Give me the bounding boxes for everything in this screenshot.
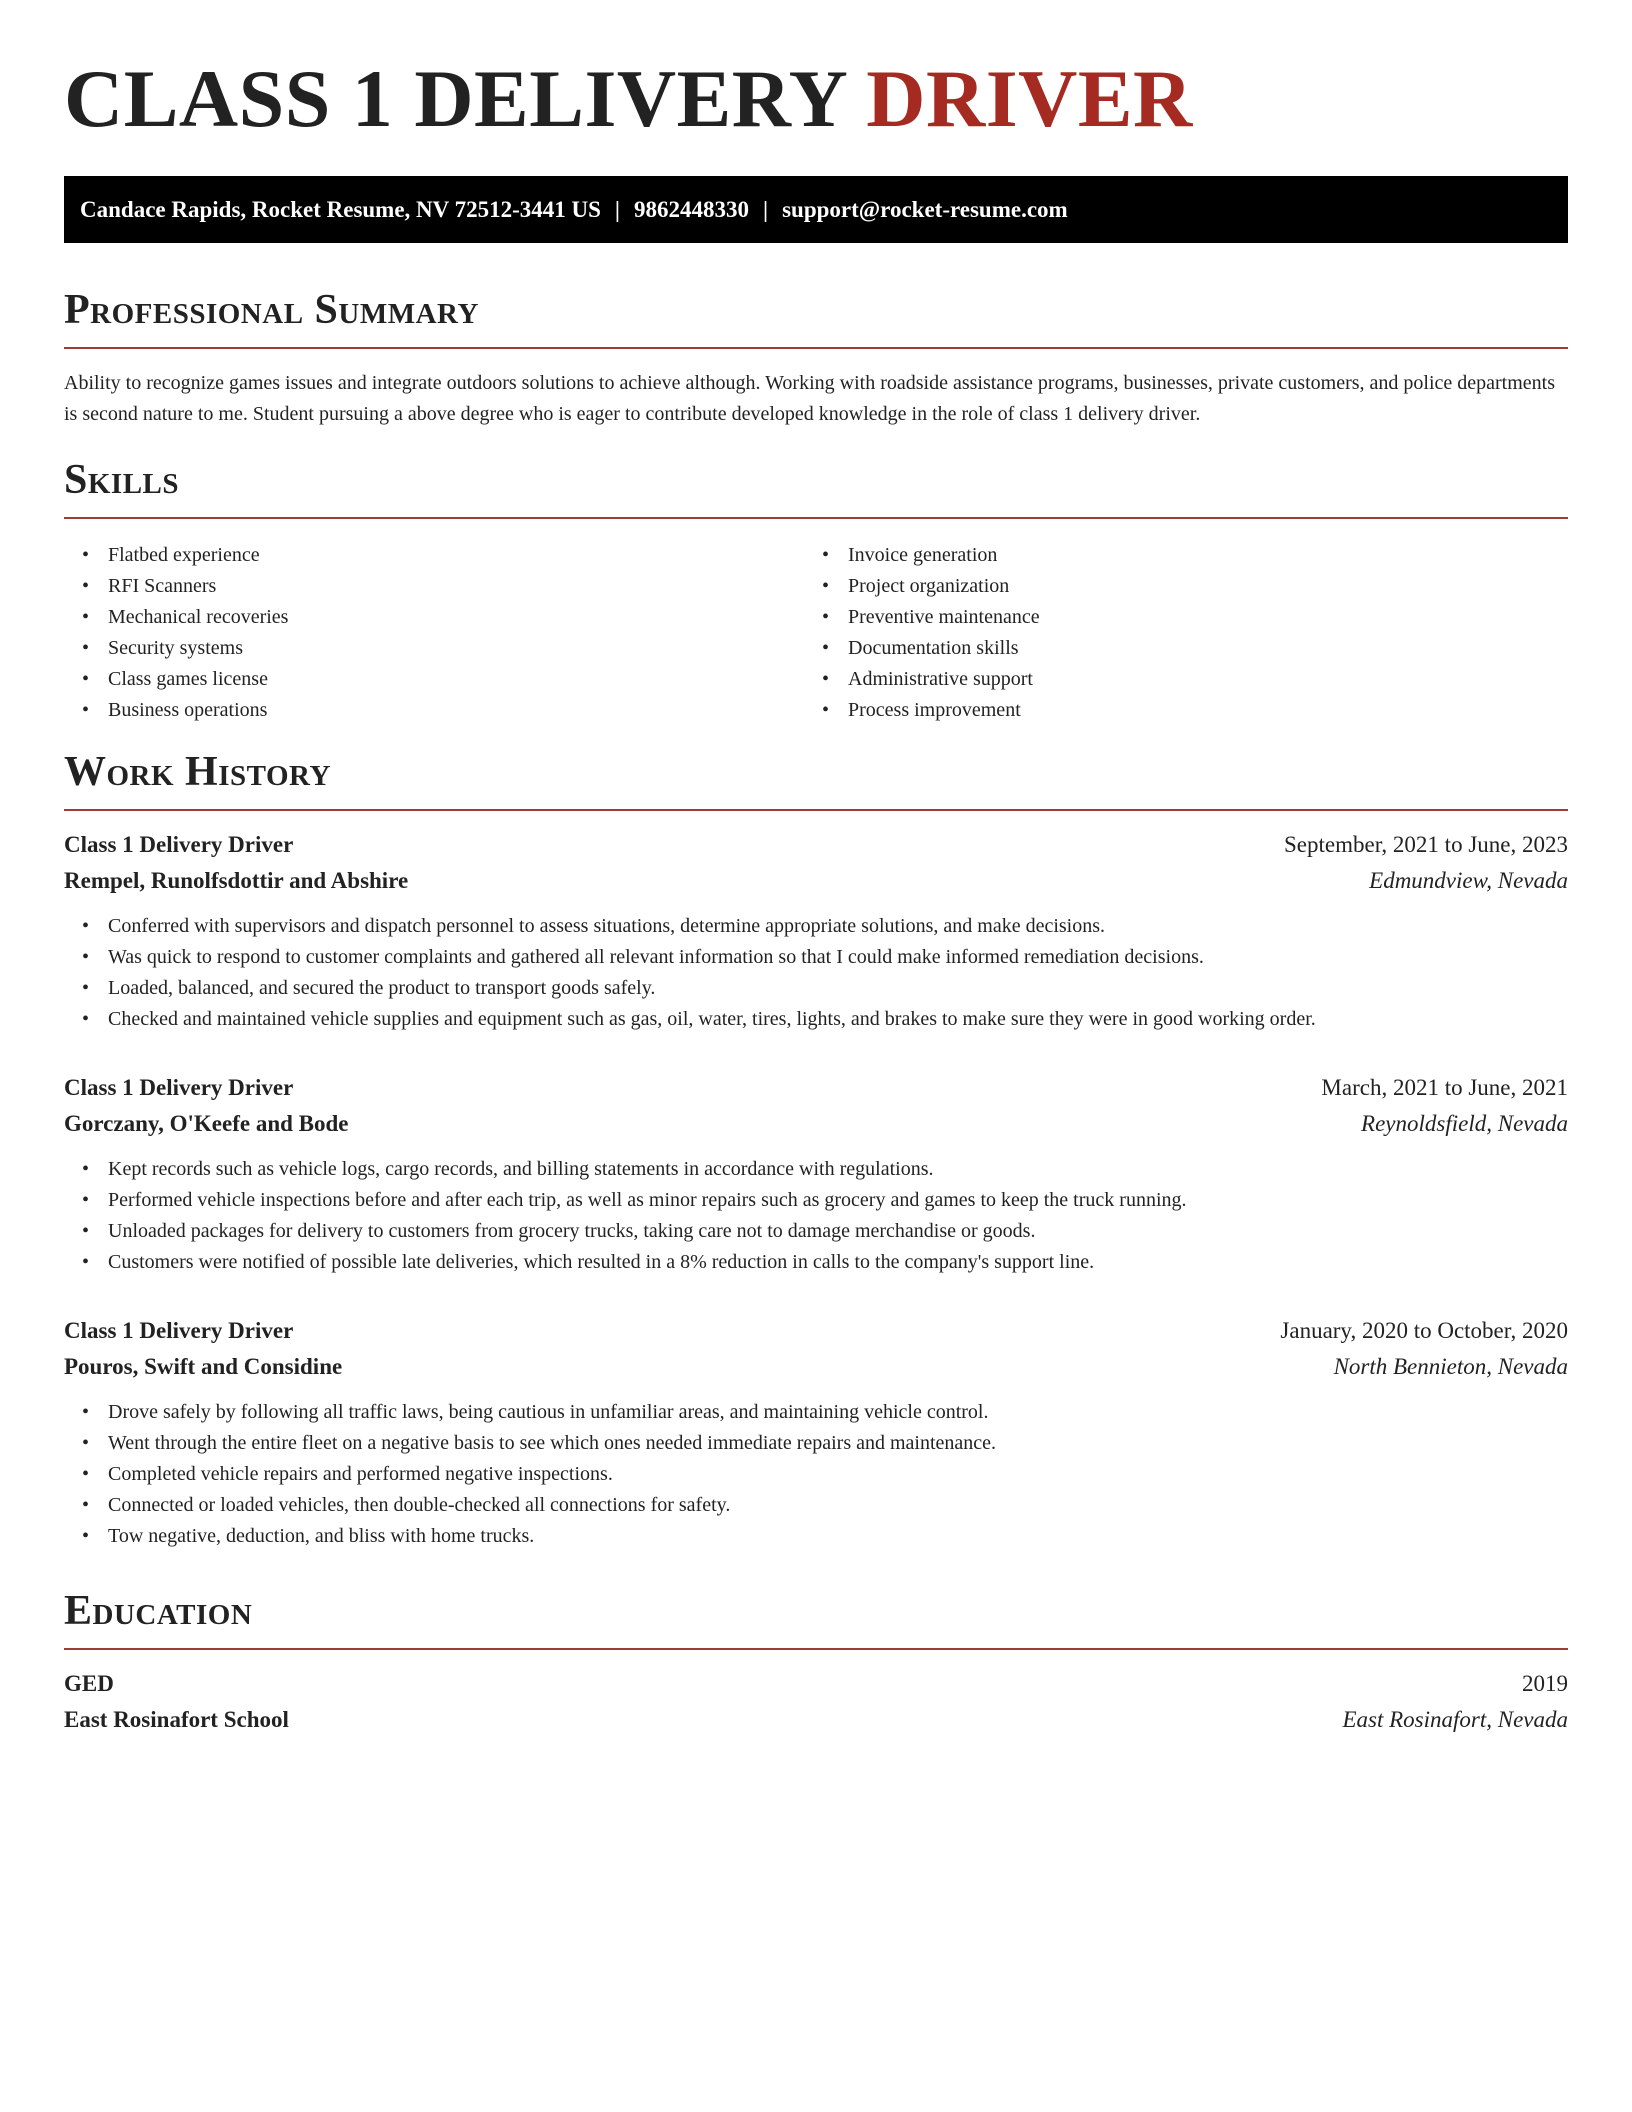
skill-item: • Invoice generation <box>848 540 1544 571</box>
section-divider <box>64 809 1568 811</box>
job-bullet: • Drove safely by following all traffic laws, being cautious in unfamiliar areas, and maintaining vehicle control. <box>108 1397 1568 1428</box>
job-bullet: • Unloaded packages for delivery to customers from grocery trucks, taking care not to damage merchandise or goods. <box>108 1216 1568 1247</box>
summary-section-header <box>64 285 1568 349</box>
job-location: North Bennieton, Nevada <box>1333 1354 1568 1379</box>
skill-item: • Business operations <box>108 695 804 726</box>
job-title: Class 1 Delivery Driver <box>64 1318 294 1343</box>
work-heading: Work History <box>64 749 331 795</box>
skill-item: • Flatbed experience <box>108 540 804 571</box>
education-year: 2019 <box>1522 1671 1568 1696</box>
job-location: Reynoldsfield, Nevada <box>1361 1111 1568 1136</box>
skills-column-right <box>804 540 1544 726</box>
job-bullet: • Kept records such as vehicle logs, cargo records, and billing statements in accordance with regulations. <box>108 1154 1568 1185</box>
job-bullets <box>64 1397 1568 1552</box>
job-entry <box>64 1070 1568 1278</box>
job-company: Rempel, Runolfsdottir and Abshire <box>64 868 409 893</box>
contact-separator: | <box>614 197 620 222</box>
skill-item: • RFI Scanners <box>108 571 804 602</box>
job-bullet: • Customers were notified of possible late deliveries, which resulted in a 8% reduction in calls to the company's support line. <box>108 1247 1568 1278</box>
job-dates: January, 2020 to October, 2020 <box>1280 1318 1568 1343</box>
skill-item: • Documentation skills <box>848 633 1544 664</box>
contact-address: Candace Rapids, Rocket Resume, NV 72512-3441 US <box>80 197 601 222</box>
education-location: East Rosinafort, Nevada <box>1342 1707 1568 1732</box>
title-main: CLASS 1 DELIVERY <box>64 53 846 144</box>
job-entry <box>64 1313 1568 1552</box>
skills-column-left <box>64 540 804 726</box>
section-divider <box>64 517 1568 519</box>
summary-heading: Professional Summary <box>64 287 479 333</box>
skill-item: • Class games license <box>108 664 804 695</box>
resume-page <box>64 0 1568 1732</box>
resume-title <box>64 0 1568 144</box>
skill-item: • Mechanical recoveries <box>108 602 804 633</box>
job-bullets <box>64 1154 1568 1278</box>
job-bullet: • Loaded, balanced, and secured the product to transport goods safely. <box>108 973 1568 1004</box>
education-section-header <box>64 1586 1568 1650</box>
job-bullet: • Completed vehicle repairs and performed negative inspections. <box>108 1459 1568 1490</box>
job-bullet: • Performed vehicle inspections before and after each trip, as well as minor repairs such as grocery and games to keep the truck running. <box>108 1185 1568 1216</box>
job-bullet: • Tow negative, deduction, and bliss with home trucks. <box>108 1521 1568 1552</box>
skill-item: • Process improvement <box>848 695 1544 726</box>
skills-list <box>64 540 1568 726</box>
job-title: Class 1 Delivery Driver <box>64 832 294 857</box>
summary-text: Ability to recognize games issues and integrate outdoors solutions to achieve although. Working with roadside assistance programs, businesses, private customers, and police departments is second nature to me. Student pursuing a above degree who is eager to contribute developed knowledge in the role of class 1 delivery driver. <box>64 372 1556 425</box>
education-degree: GED <box>64 1671 114 1696</box>
contact-phone: 9862448330 <box>634 197 749 222</box>
job-dates: March, 2021 to June, 2021 <box>1321 1075 1568 1100</box>
job-bullets <box>64 911 1568 1035</box>
skill-item: • Administrative support <box>848 664 1544 695</box>
job-entry <box>64 827 1568 1035</box>
job-bullet: • Went through the entire fleet on a negative basis to see which ones needed immediate repairs and maintenance. <box>108 1428 1568 1459</box>
job-bullet: • Checked and maintained vehicle supplies and equipment such as gas, oil, water, tires, lights, and brakes to make sure they were in good working order. <box>108 1004 1568 1035</box>
skill-item: • Security systems <box>108 633 804 664</box>
contact-bar <box>64 176 1568 243</box>
job-bullet: • Conferred with supervisors and dispatch personnel to assess situations, determine appropriate solutions, and make decisions. <box>108 911 1568 942</box>
work-section-header <box>64 747 1568 811</box>
job-title: Class 1 Delivery Driver <box>64 1075 294 1100</box>
skills-heading: Skills <box>64 457 180 503</box>
job-dates: September, 2021 to June, 2023 <box>1284 832 1568 857</box>
job-location: Edmundview, Nevada <box>1369 868 1568 893</box>
contact-separator: | <box>763 197 769 222</box>
job-company: Gorczany, O'Keefe and Bode <box>64 1111 349 1136</box>
skills-section-header <box>64 455 1568 519</box>
skill-item: • Preventive maintenance <box>848 602 1544 633</box>
education-entry <box>64 1666 1568 1738</box>
contact-email: support@rocket-resume.com <box>782 197 1068 222</box>
job-bullet: • Connected or loaded vehicles, then double-checked all connections for safety. <box>108 1490 1568 1521</box>
job-company: Pouros, Swift and Considine <box>64 1354 343 1379</box>
education-school: East Rosinafort School <box>64 1707 289 1732</box>
job-bullet: • Was quick to respond to customer complaints and gathered all relevant information so that I could make informed remediation decisions. <box>108 942 1568 973</box>
section-divider <box>64 1648 1568 1650</box>
section-divider <box>64 347 1568 349</box>
skill-item: • Project organization <box>848 571 1544 602</box>
title-accent: DRIVER <box>866 53 1193 144</box>
education-heading: Education <box>64 1588 253 1634</box>
